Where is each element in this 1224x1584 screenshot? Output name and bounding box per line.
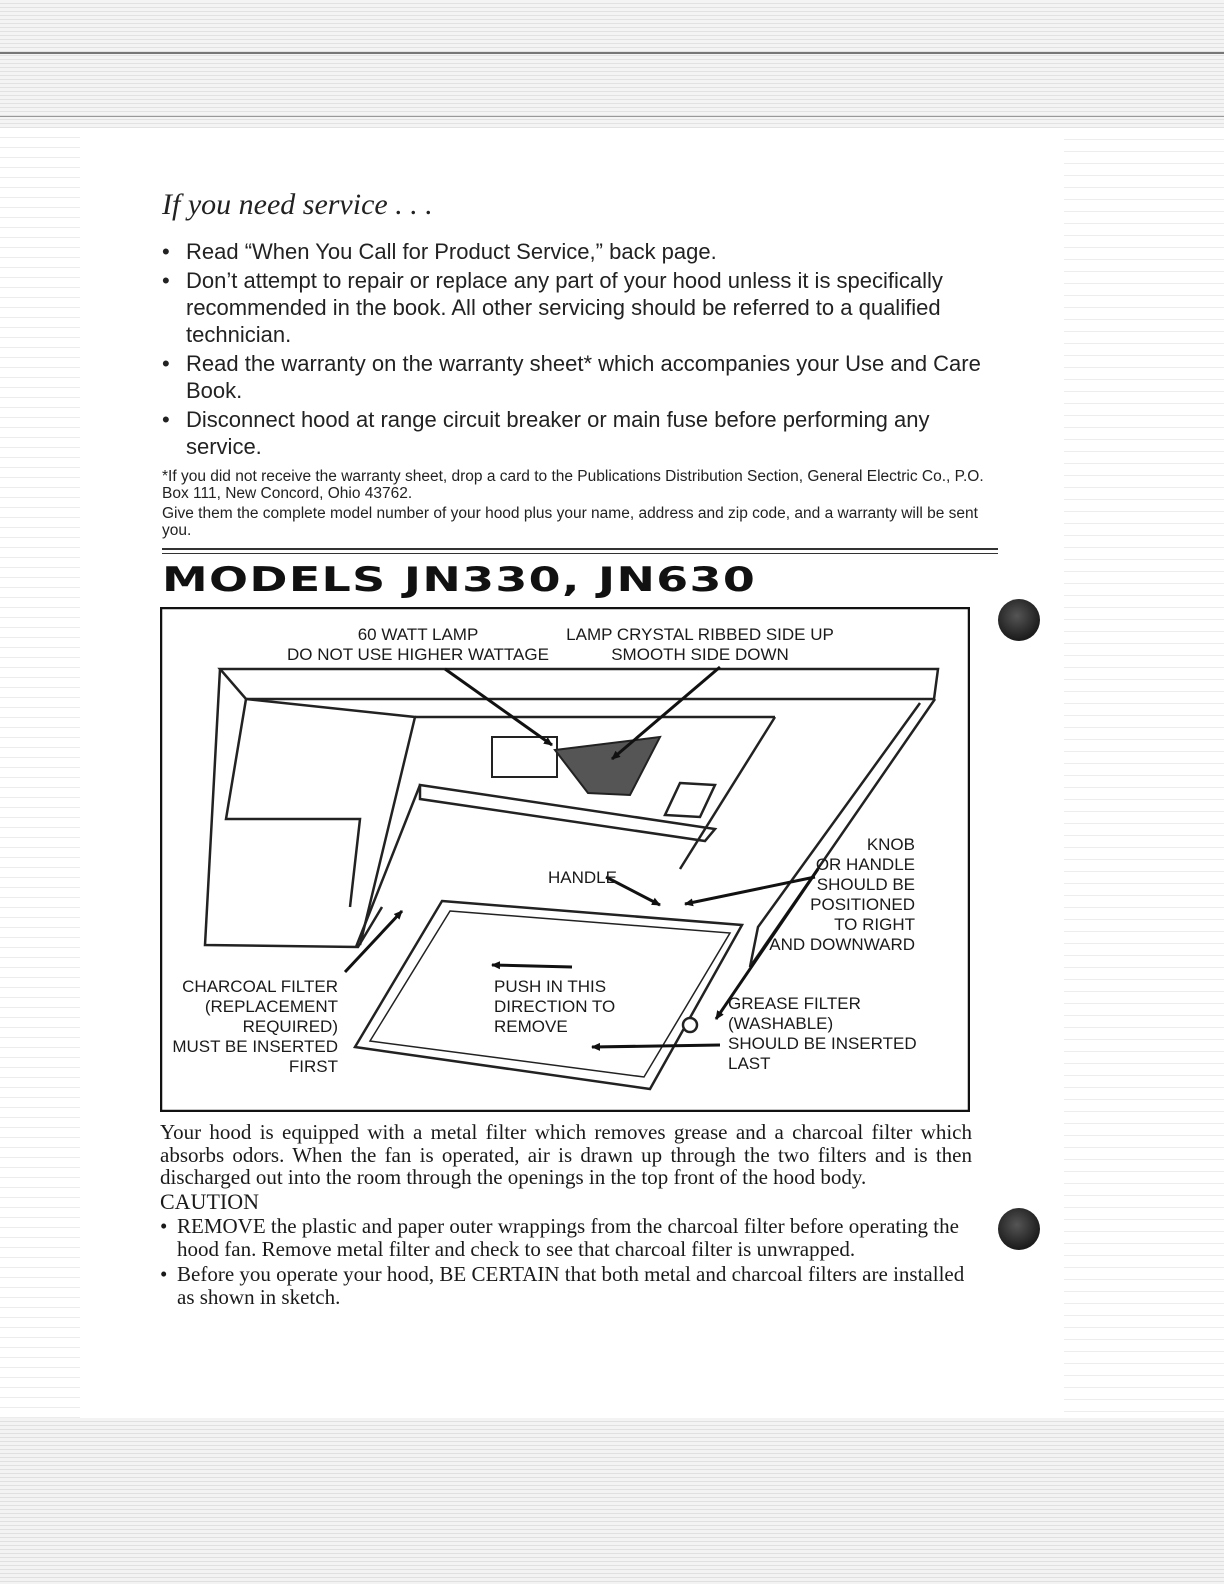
- scan-rule: [0, 52, 1224, 54]
- service-bullet: [162, 350, 997, 404]
- scan-noise-left: [0, 128, 80, 1418]
- bullet-dot: •: [160, 1214, 168, 1238]
- description-paragraph: Your hood is equipped with a metal filter which removes grease and a charcoal filter which absorbs odors. When the fan is operated, air is drawn up through the two filters and is then discharged out into the room through the openings in the top front of the hood body.: [160, 1120, 972, 1189]
- footnote-warranty-sheet: *If you did not receive the warranty sheet, drop a card to the Publications Distribution Section, General Electric Co., P.O. Box 111, New Concord, Ohio 43762.: [162, 468, 984, 502]
- hood-filter-diagram: [160, 607, 970, 1112]
- bullet-dot: •: [162, 268, 170, 293]
- caution-list: [160, 1215, 972, 1308]
- models-heading: MODELS JN330, JN630: [162, 560, 757, 600]
- scan-noise-top: [0, 0, 1224, 128]
- service-bullet-text: Read “When You Call for Product Service,” back page.: [186, 239, 717, 264]
- grease-arrow: [592, 1045, 720, 1047]
- label-grease-line: LAST: [728, 1054, 771, 1073]
- caution-item-text: Before you operate your hood, BE CERTAIN that both metal and charcoal filters are installed as shown in sketch.: [177, 1262, 965, 1309]
- label-knob-line: AND DOWNWARD: [769, 935, 915, 954]
- section-divider: [162, 548, 998, 554]
- label-knob-line: OR HANDLE: [815, 855, 915, 874]
- label-grease-line: (WASHABLE): [728, 1014, 834, 1033]
- label-lamp-line1: 60 WATT LAMP: [357, 625, 479, 644]
- bullet-dot: •: [162, 351, 170, 376]
- label-charcoal-line: (REPLACEMENT: [204, 997, 338, 1016]
- bullet-dot: •: [160, 1262, 168, 1286]
- label-knob-line: SHOULD BE: [816, 875, 915, 894]
- caution-heading: CAUTION: [160, 1188, 259, 1214]
- service-bullet-text: Don’t attempt to repair or replace any part of your hood unless it is specifically recommended in the book. All other servicing should be referred to a qualified technician.: [186, 268, 943, 347]
- grease-filter-knob: [683, 1018, 697, 1032]
- label-charcoal-line: FIRST: [288, 1057, 338, 1076]
- label-lamp-line2: DO NOT USE HIGHER WATTAGE: [287, 645, 549, 664]
- label-knob-line: KNOB: [866, 835, 915, 854]
- label-push-line: PUSH IN THIS: [494, 977, 607, 996]
- footnote-model-number: Give them the complete model number of your hood plus your name, address and zip code, and a warranty will be sent you.: [162, 505, 978, 539]
- label-handle: HANDLE: [548, 868, 617, 887]
- bullet-dot: •: [162, 239, 170, 264]
- service-bullet: [162, 267, 997, 348]
- caution-item: [160, 1215, 972, 1260]
- label-push-line: DIRECTION TO: [494, 997, 616, 1016]
- service-bullet: [162, 406, 997, 460]
- binder-hole: [998, 1208, 1040, 1250]
- warranty-footnote: [162, 468, 997, 542]
- bullet-dot: •: [162, 407, 170, 432]
- service-bullet-text: Disconnect hood at range circuit breaker or main fuse before performing any service.: [186, 407, 930, 459]
- filter-description: [160, 1121, 972, 1311]
- label-knob-line: TO RIGHT: [834, 915, 915, 934]
- label-knob-line: POSITIONED: [810, 895, 915, 914]
- service-bullet-text: Read the warranty on the warranty sheet* which accompanies your Use and Care Book.: [186, 351, 981, 403]
- label-crystal-line2: SMOOTH SIDE DOWN: [611, 645, 789, 664]
- service-bullets: [162, 238, 997, 462]
- label-charcoal-line: CHARCOAL FILTER: [182, 977, 338, 996]
- label-charcoal-line: REQUIRED): [242, 1017, 338, 1036]
- scan-rule: [0, 116, 1224, 117]
- label-charcoal-line: MUST BE INSERTED: [172, 1037, 338, 1056]
- caution-item: [160, 1263, 972, 1308]
- label-crystal-line1: LAMP CRYSTAL RIBBED SIDE UP: [566, 625, 834, 644]
- label-grease-line: GREASE FILTER: [728, 994, 861, 1013]
- scan-noise-right: [1064, 128, 1224, 1418]
- label-grease-line: SHOULD BE INSERTED: [728, 1034, 917, 1053]
- label-push-line: REMOVE: [494, 1017, 568, 1036]
- service-bullet: [162, 238, 997, 265]
- caution-item-text: REMOVE the plastic and paper outer wrappings from the charcoal filter before operating the hood fan. Remove metal filter and check to see that charcoal filter is unwrapped.: [177, 1214, 959, 1261]
- scan-noise-bottom: [0, 1418, 1224, 1584]
- service-title: If you need service . . .: [162, 188, 433, 221]
- push-arrow: [492, 965, 572, 967]
- binder-hole: [998, 599, 1040, 641]
